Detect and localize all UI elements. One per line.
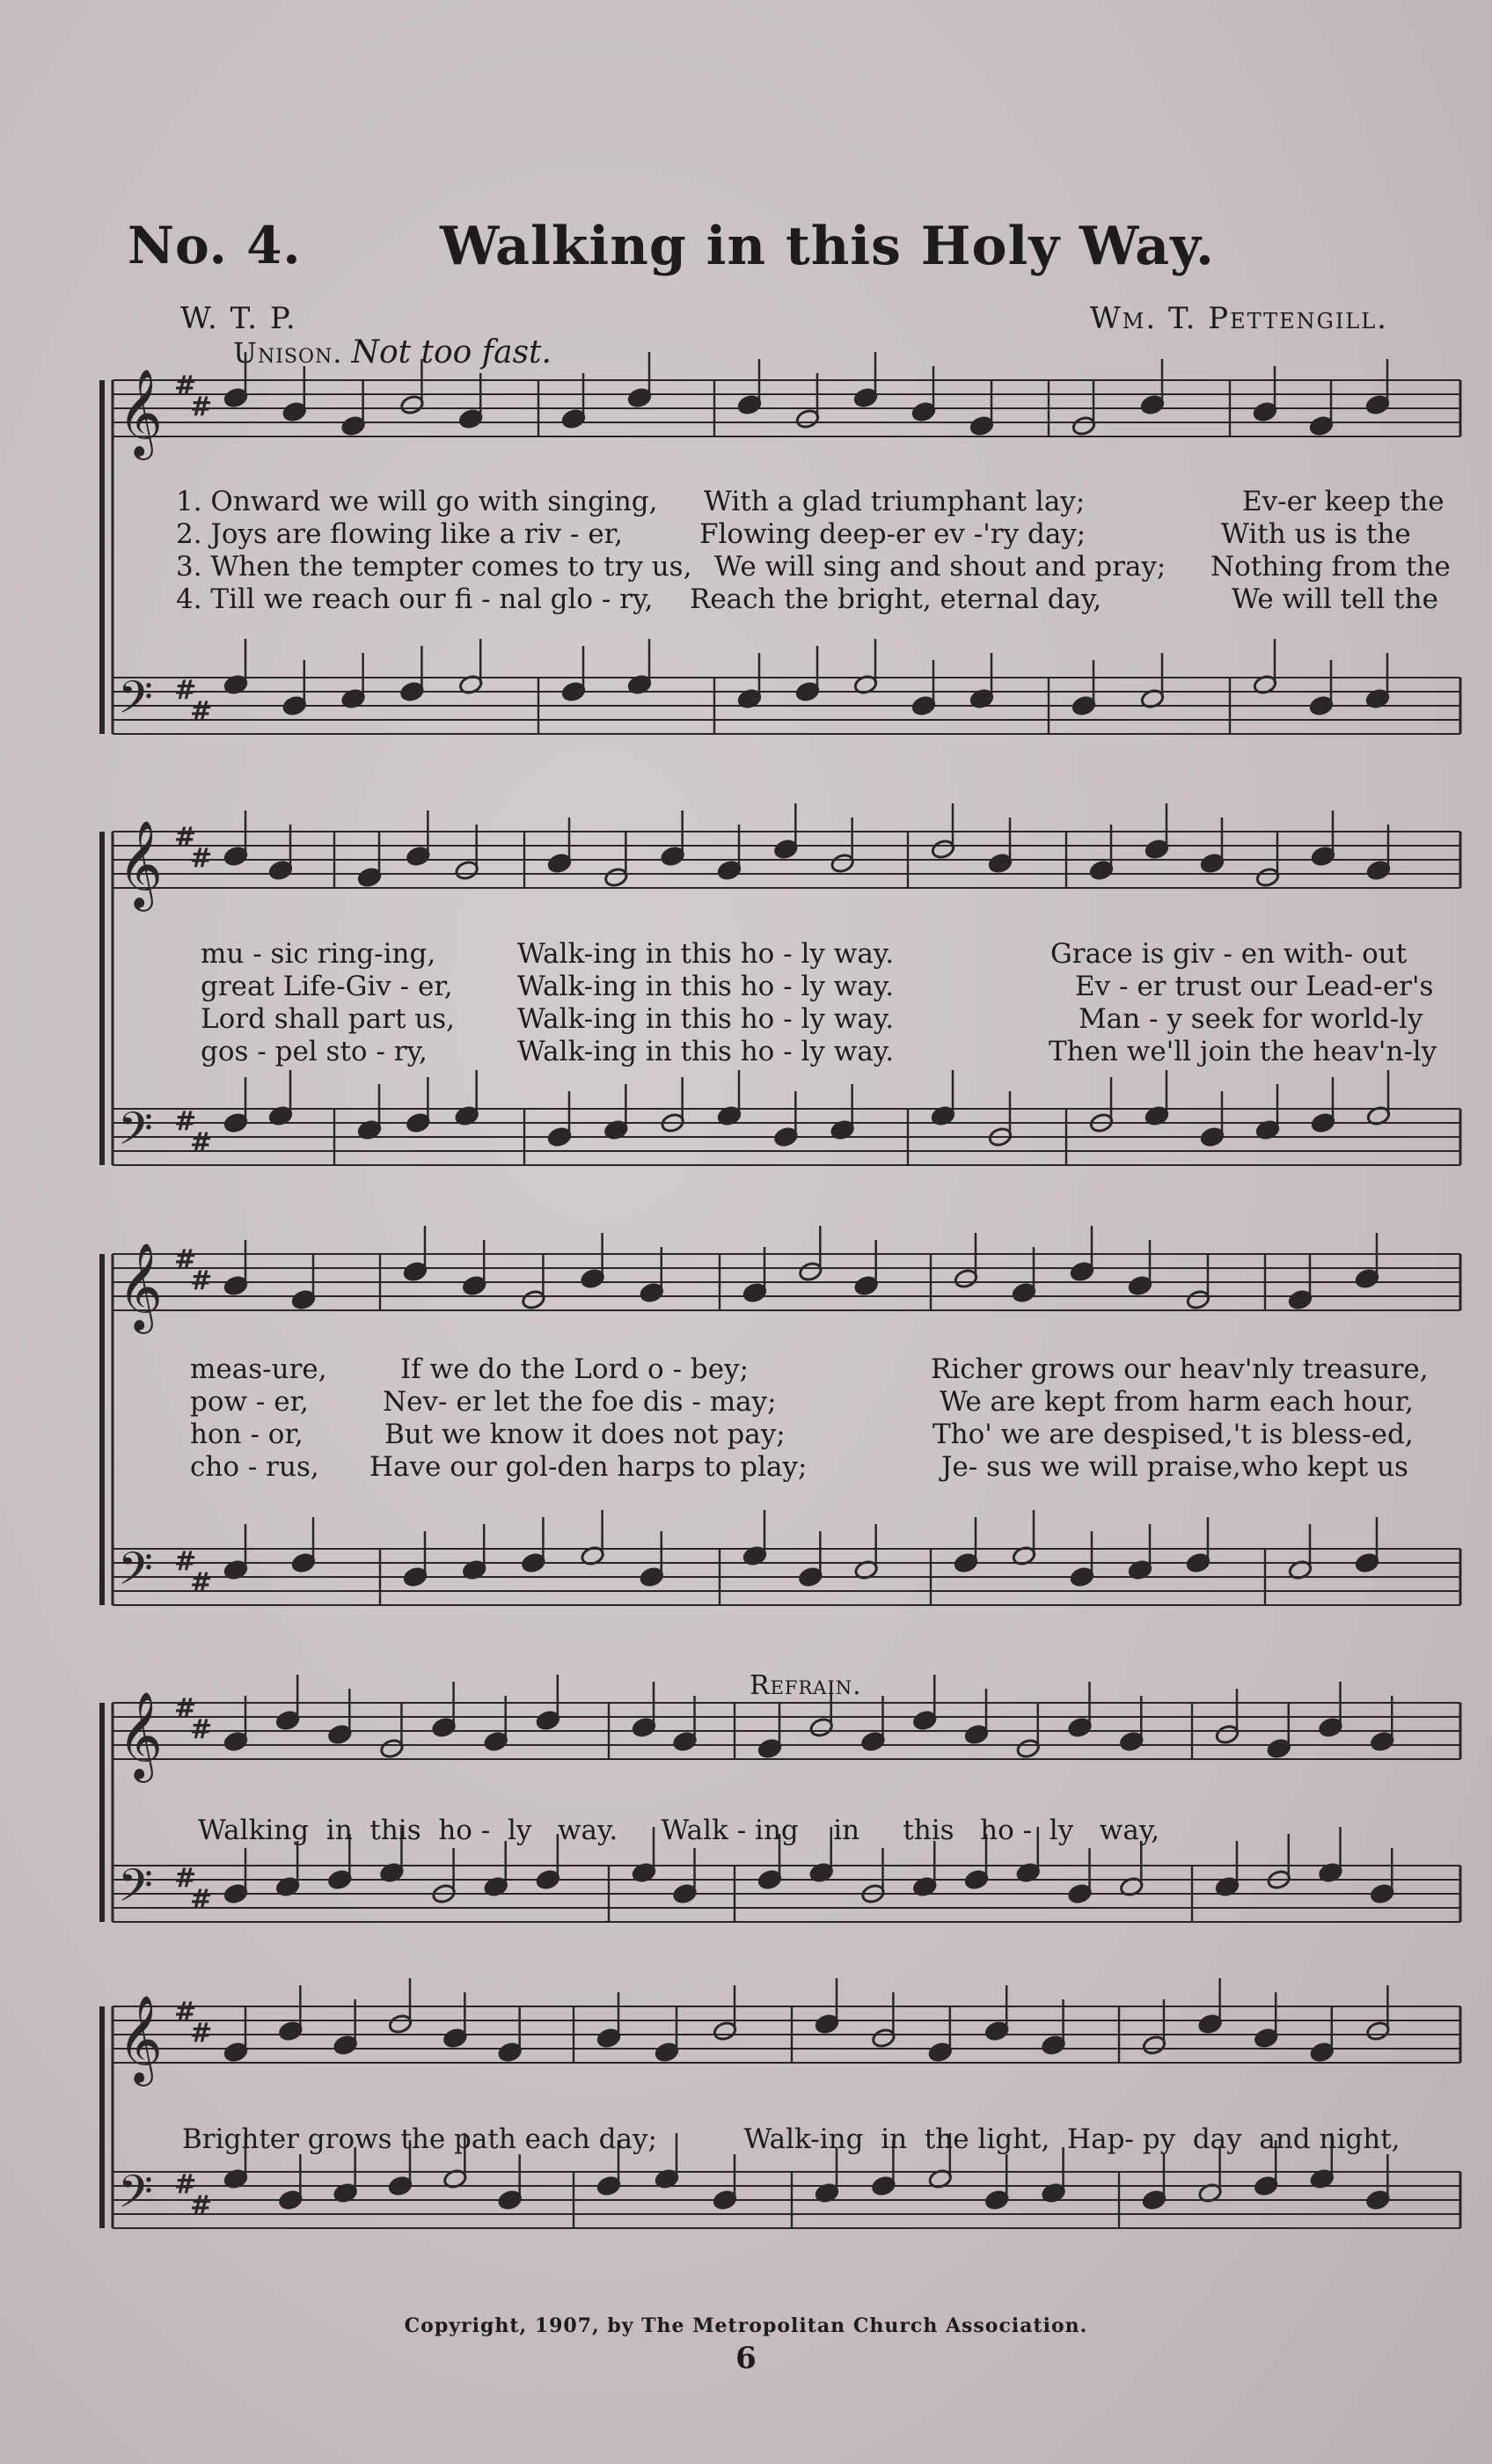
system-5-lyrics: Brighter grows the path each day; Walk-ing in the light, Hap- py day and night, [182,2123,1401,2155]
svg-text:#: # [174,1546,197,1577]
lyric-verse-2-b: Nev- er let the foe dis - may; [383,1386,777,1418]
lyric-verse-3-b: We will sing and shout and pray; [714,551,1167,583]
lyric-verse-2-b: Flowing deep-er ev -'ry day; [699,518,1086,550]
svg-text:#: # [174,370,197,401]
svg-text:#: # [174,1244,197,1275]
lyric-verse-3-c: Tho' we are despised,'t is bless-ed, [933,1419,1414,1450]
lyric-verse-2-c: Ev - er trust our Lead-er's [1075,971,1434,1002]
svg-text:#: # [174,1863,197,1894]
lyric-verse-3-b: But we know it does not pay; [384,1419,786,1450]
lyric-verse-1-c: Richer grows our heav'nly treasure, [931,1353,1429,1385]
hymn-title: Walking in this Holy Way. [440,216,1215,277]
lyric-verse-1-b: If we do the Lord o - bey; [400,1353,750,1385]
lyric-verse-2-b: Walk-ing in this ho - ly way. [517,971,895,1002]
lyric-verse-4-a: cho - rus, [190,1451,319,1483]
svg-text:𝄞: 𝄞 [118,1995,163,2083]
svg-text:𝄞: 𝄞 [118,820,163,908]
lyric-verse-4-c: We will tell the [1232,583,1438,615]
lyric-verse-4-b: Reach the bright, eternal day, [690,583,1102,615]
svg-text:#: # [190,843,213,874]
lyric-verse-1-b: With a glad triumphant lay; [704,486,1086,517]
svg-text:#: # [174,822,197,853]
composer-credit: Wm. T. Pettengill. [1089,301,1388,336]
lyric-verse-4-a: 4. Till we reach our fi - nal glo - ry, [176,583,654,615]
lyric-verse-1-a: mu - sic ring-ing, [201,938,436,970]
tempo-marking: Not too fast. [351,334,552,370]
lyricist-credit: W. T. P. [180,301,297,336]
copyright-notice: Copyright, 1907, by The Metropolitan Church Association. [404,2314,1088,2337]
svg-text:#: # [174,1106,197,1137]
svg-text:#: # [190,1265,213,1296]
svg-text:#: # [190,2018,213,2049]
svg-text:𝄢: 𝄢 [118,2165,153,2229]
svg-text:#: # [190,1127,213,1158]
hymn-number: No. 4. [128,216,302,275]
svg-text:#: # [190,392,213,422]
lyric-verse-3-a: Lord shall part us, [201,1003,455,1035]
lyric-verse-2-c: We are kept from harm each hour, [940,1386,1414,1418]
lyric-verse-2-a: great Life-Giv - er, [201,971,453,1002]
lyric-verse-1-c: Grace is giv - en with- out [1050,938,1408,970]
svg-text:#: # [174,2169,197,2200]
lyric-verse-1-b: Walk-ing in this ho - ly way. [517,938,895,970]
svg-text:𝄞: 𝄞 [118,369,163,457]
lyric-verse-3-b: Walk-ing in this ho - ly way. [517,1003,895,1035]
svg-text:#: # [190,696,213,727]
svg-text:𝄢: 𝄢 [118,671,153,735]
svg-text:𝄢: 𝄢 [118,1542,153,1606]
lyric-verse-1-a: 1. Onward we will go with singing, [176,486,658,517]
svg-text:#: # [190,1567,213,1598]
lyric-verse-4-c: Then we'll join the heav'n-ly [1049,1036,1437,1067]
lyric-verse-2-c: With us is the [1221,518,1411,550]
refrain-label: Refrain. [750,1670,862,1701]
lyric-verse-2-a: 2. Joys are flowing like a riv - er, [176,518,623,550]
lyric-verse-3-a: hon - or, [190,1419,304,1450]
svg-text:𝄢: 𝄢 [118,1102,153,1166]
page-number: 6 [735,2341,757,2376]
system-4-lyrics: Walking in this ho - ly way. Walk - ing in this ho - ly way, [198,1815,1160,1846]
voicing-marking: Unison. [233,336,343,370]
lyric-verse-3-a: 3. When the tempter comes to try us, [176,551,692,583]
svg-text:#: # [174,675,197,706]
lyric-verse-4-c: Je- sus we will praise,who kept us [941,1451,1408,1483]
performance-marking [233,334,552,370]
lyric-verse-3-c: Nothing from the [1210,551,1451,583]
svg-text:𝄞: 𝄞 [118,1243,163,1331]
lyric-verse-4-a: gos - pel sto - ry, [201,1036,428,1067]
svg-text:#: # [190,2190,213,2221]
lyric-verse-1-a: meas-ure, [190,1353,327,1385]
svg-text:#: # [190,1884,213,1915]
svg-text:𝄞: 𝄞 [118,1691,163,1779]
svg-text:𝄢: 𝄢 [118,1859,153,1923]
lyric-verse-4-b: Walk-ing in this ho - ly way. [517,1036,895,1067]
lyric-verse-1-c: Ev-er keep the [1242,486,1444,517]
lyric-verse-4-b: Have our gol-den harps to play; [369,1451,808,1483]
lyric-verse-2-a: pow - er, [190,1386,309,1418]
svg-text:#: # [174,1693,197,1724]
lyric-verse-3-c: Man - y seek for world-ly [1079,1003,1423,1035]
svg-text:#: # [174,1997,197,2028]
svg-text:#: # [190,1714,213,1745]
